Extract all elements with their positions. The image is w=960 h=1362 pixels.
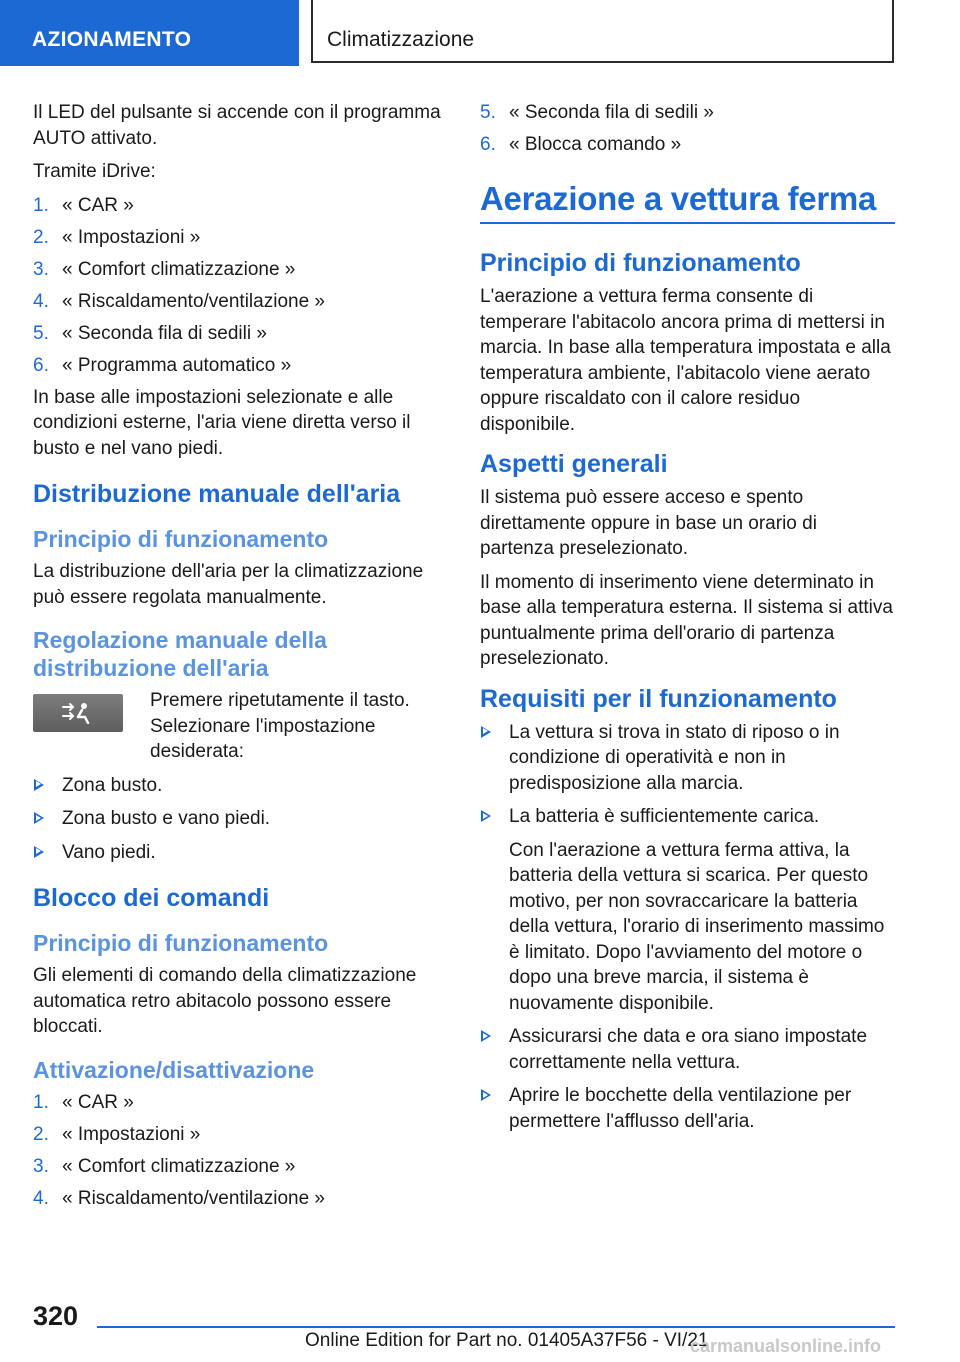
watermark: carmanualsonline.info <box>690 1336 882 1356</box>
list-number: 1. <box>33 1091 49 1113</box>
chapter-title: Climatizzazione <box>327 28 475 51</box>
paragraph: Il momento di inserimento viene determinato in base alla temperatura esterna. Il sistema si attiva puntualmente prima dell'orario di partenza preselezionato. <box>480 571 893 669</box>
list-text: « Comfort climatizzazione » <box>62 258 296 280</box>
triangle-bullet-icon <box>481 810 491 822</box>
list-text: « Programma automatico » <box>62 354 292 376</box>
list-item <box>33 289 448 314</box>
air-distribution-icon <box>61 702 95 724</box>
section-heading: Blocco dei comandi <box>33 884 270 912</box>
list-item <box>480 1024 895 1075</box>
list-item <box>33 353 448 378</box>
section-heading: Distribuzione manuale dell'aria <box>33 480 401 508</box>
subsection-heading: Regolazione manuale della distribuzione dell'aria <box>33 627 327 681</box>
list-text: « CAR » <box>62 1091 134 1113</box>
triangle-bullet-icon <box>481 1030 491 1042</box>
section-heading: Aspetti generali <box>480 450 668 478</box>
list-number: 1. <box>33 194 49 216</box>
list-number: 4. <box>33 1187 49 1209</box>
list-number: 3. <box>33 258 49 280</box>
paragraph: Il sistema può essere acceso e spento direttamente oppure in base un orario di partenza preselezionato. <box>480 487 817 559</box>
triangle-bullet-icon <box>481 1089 491 1101</box>
list-item <box>33 1154 448 1179</box>
list-number: 6. <box>33 354 49 376</box>
paragraph: L'aerazione a vettura ferma consente di temperare l'abitacolo ancora prima di mettersi in marcia. In base alla temperatura impostata e alla temperatura ambiente, l'abitacolo viene aerato oppure riscaldato con il calore residuo disponibile. <box>480 286 891 435</box>
list-item <box>480 1083 895 1134</box>
list-item <box>480 100 895 125</box>
paragraph: Tramite iDrive: <box>33 161 156 182</box>
list-number: 6. <box>480 134 496 155</box>
list-item <box>33 1186 448 1211</box>
footer-edition: Online Edition for Part no. 01405A37F56 - VI/21 <box>305 1330 709 1351</box>
list-item <box>33 1090 448 1115</box>
list-item <box>480 132 895 157</box>
paragraph: In base alle impostazioni selezionate e alle condizioni esterne, l'aria viene diretta verso il busto e nel vano piedi. <box>33 386 411 459</box>
chapter-heading: Aerazione a vettura ferma <box>480 179 895 224</box>
list-item <box>33 1122 448 1147</box>
list-number: 2. <box>33 1123 49 1145</box>
page-header <box>0 0 960 66</box>
numbered-list <box>33 1090 448 1211</box>
air-distribution-button-image <box>33 694 123 732</box>
list-text: « CAR » <box>62 194 134 216</box>
bullet-list <box>480 720 895 1135</box>
numbered-list <box>480 100 895 157</box>
section-title: AZIONAMENTO <box>32 28 192 51</box>
paragraph: Con l'aerazione a vettura ferma attiva, la batteria della vettura si scarica. Per questo motivo, per non sovraccaricare la batteria della vettura, l'orario di inserimento massimo è limitato. Dopo l'avviamento del motore o dopo una breve marcia, il sistema è nuovamente disponibile. <box>509 839 885 1014</box>
list-text: « Seconda fila di sedili » <box>62 322 267 344</box>
left-column <box>33 100 448 1218</box>
paragraph: Gli elementi di comando della climatizzazione automatica retro abitacolo possono essere bloccati. <box>33 965 417 1037</box>
list-item <box>480 720 895 797</box>
list-item <box>33 225 448 250</box>
list-text: Aprire le bocchette della ventilazione per permettere l'afflusso dell'aria. <box>509 1085 852 1132</box>
page-number: 320 <box>33 1301 79 1331</box>
list-number: 3. <box>33 1155 49 1177</box>
list-text: « Impostazioni » <box>62 1123 201 1145</box>
list-text: « Comfort climatizzazione » <box>62 1155 296 1177</box>
list-item <box>33 257 448 282</box>
list-number: 5. <box>33 322 49 344</box>
section-heading: Principio di funzionamento <box>480 249 801 277</box>
list-item <box>33 773 448 799</box>
subsection-heading: Attivazione/disattivazione <box>33 1056 315 1083</box>
paragraph: Premere ripetutamente il tasto. Selezionare l'impostazione desiderata: <box>150 690 410 762</box>
list-item <box>33 840 448 866</box>
footer-divider <box>97 1326 895 1328</box>
bullet-list <box>33 773 448 866</box>
list-number: 4. <box>33 290 49 312</box>
chapter-tab <box>311 0 894 63</box>
section-tab <box>0 0 299 66</box>
triangle-bullet-icon <box>34 779 44 791</box>
list-text: « Riscaldamento/ventilazione » <box>62 1187 325 1209</box>
list-item <box>33 806 448 832</box>
list-item <box>33 193 448 218</box>
list-text: « Seconda fila di sedili » <box>509 102 714 123</box>
list-text: Zona busto e vano piedi. <box>62 808 271 829</box>
list-item <box>33 321 448 346</box>
numbered-list <box>33 193 448 378</box>
list-text: « Impostazioni » <box>62 226 201 248</box>
list-number: 2. <box>33 226 49 248</box>
triangle-bullet-icon <box>34 846 44 858</box>
triangle-bullet-icon <box>481 726 491 738</box>
list-number: 5. <box>480 102 496 123</box>
list-text: Zona busto. <box>62 774 163 796</box>
list-text: « Blocca comando » <box>509 134 682 155</box>
list-text: « Riscaldamento/ventilazione » <box>62 290 325 312</box>
list-text: Assicurarsi che data e ora siano impostate correttamente nella vettura. <box>509 1026 868 1073</box>
paragraph: La distribuzione dell'aria per la climatizzazione può essere regolata manualmente. <box>33 561 424 608</box>
list-text: Vano piedi. <box>62 841 156 863</box>
list-text: La batteria è sufficientemente carica. <box>509 806 820 827</box>
section-heading: Requisiti per il funzionamento <box>480 684 837 713</box>
triangle-bullet-icon <box>34 812 44 824</box>
paragraph: Il LED del pulsante si accende con il programma AUTO attivato. <box>33 102 441 149</box>
subsection-heading: Principio di funzionamento <box>33 930 329 956</box>
list-item <box>480 804 895 1016</box>
list-text: La vettura si trova in stato di riposo o in condizione di operatività e non in predisposizione alla marcia. <box>509 721 840 794</box>
subsection-heading: Principio di funzionamento <box>33 526 329 552</box>
right-column <box>480 100 895 1142</box>
button-instruction <box>33 688 448 765</box>
